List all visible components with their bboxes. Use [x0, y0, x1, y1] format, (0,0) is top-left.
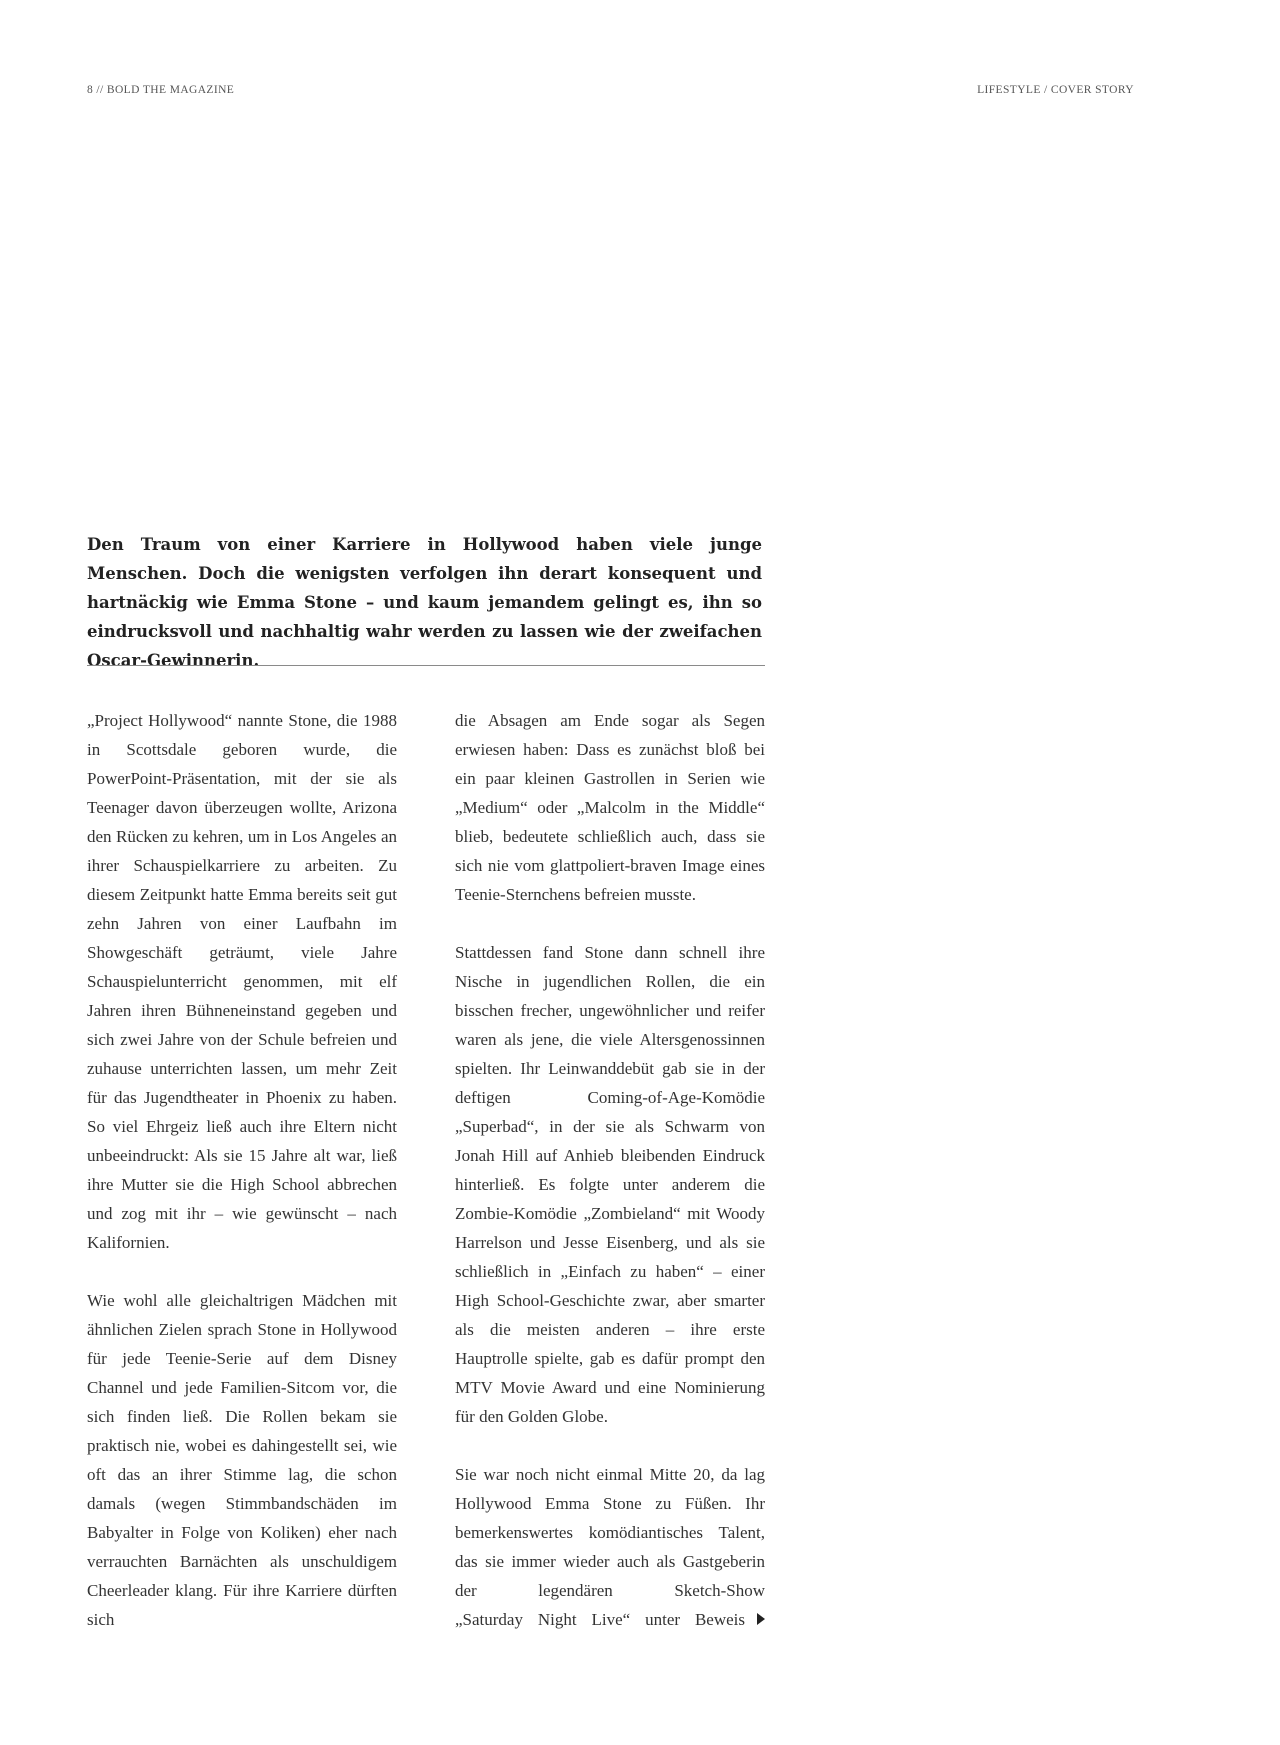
running-head-right: LIFESTYLE / COVER STORY [977, 84, 1134, 96]
article-column-left [87, 706, 397, 1634]
lead-divider [87, 665, 765, 666]
paragraph: Wie wohl alle gleichaltrigen Mädchen mit ähnlichen Zielen sprach Stone in Hollywood für jede Teenie-Serie auf dem Disney Channel und jede Familien-Sitcom vor, die sich finden ließ. Die Rollen bekam sie praktisch nie, wobei es dahingestellt sei, wie oft das an ihrer Stimme lag, die schon damals (wegen Stimmbandschäden im Babyalter in Folge von Koliken) eher nach verrauchten Barnächten als unschuldigem Cheerleader klang. Für ihre Karriere dürften sich [87, 1291, 397, 1629]
paragraph: die Absagen am Ende sogar als Segen erwiesen haben: Dass es zunächst bloß bei ein paar kleinen Gastrollen in Serien wie „Medium“ oder „Malcolm in the Middle“ blieb, bedeutete schließlich auch, dass sie sich nie vom glattpoliert-braven Image eines Teenie-Sternchens befreien musste. [455, 711, 765, 904]
triangle-right-icon [757, 1613, 765, 1625]
paragraph: Stattdessen fand Stone dann schnell ihre Nische in jugendlichen Rollen, die ein bisschen frecher, ungewöhnlicher und reifer waren als jene, die viele Altersgenossinnen spielten. Ihr Leinwanddebüt gab sie in der deftigen Coming-of-Age-Komödie „Superbad“, in der sie als Schwarm von Jonah Hill auf Anhieb bleibenden Eindruck hinterließ. Es folgte unter anderem die Zombie-Komödie „Zombieland“ mit Woody Harrelson und Jesse Eisenberg, und als sie schließlich in „Einfach zu haben“ – einer High School-Geschichte zwar, aber smarter als die meisten anderen – ihre erste Hauptrolle spielte, gab es dafür prompt den MTV Movie Award und eine Nominierung für den Golden Globe. [455, 943, 765, 1426]
paragraph-last-line [455, 1605, 765, 1634]
article-column-right [455, 706, 765, 1634]
article-lead: Den Traum von einer Karriere in Hollywood haben viele junge Menschen. Doch die wenigsten verfolgen ihn derart konsequent und hartnäckig wie Emma Stone – und kaum jemandem gelingt es, ihn so eindrucksvoll und nachhaltig wahr werden zu lassen wie der zweifachen Oscar-Gewinnerin. [87, 535, 762, 670]
paragraph: „Project Hollywood“ nannte Stone, die 1988 in Scottsdale geboren wurde, die PowerPoint-Präsentation, mit der sie als Teenager davon überzeugen wollte, Arizona den Rücken zu kehren, um in Los Angeles an ihrer Schauspielkarriere zu arbeiten. Zu diesem Zeitpunkt hatte Emma bereits seit gut zehn Jahren von einer Laufbahn im Showgeschäft geträumt, viele Jahre Schauspielunterricht genommen, mit elf Jahren ihren Bühneneinstand gegeben und sich zwei Jahre von der Schule befreien und zuhause unterrichten lassen, um mehr Zeit für das Jugendtheater in Phoenix zu haben. So viel Ehrgeiz ließ auch ihre Eltern nicht unbeeindruckt: Als sie 15 Jahre alt war, ließ ihre Mutter sie die High School abbrechen und zog mit ihr – wie gewünscht – nach Kalifornien. [87, 711, 397, 1252]
running-head-left: 8 // BOLD THE MAGAZINE [87, 84, 235, 96]
paragraph-last-line-text: „Saturday Night Live“ unter Beweis [455, 1610, 745, 1629]
paragraph [455, 1460, 765, 1634]
paragraph-text: Sie war noch nicht einmal Mitte 20, da lag Hollywood Emma Stone zu Füßen. Ihr bemerkenswertes komödiantisches Talent, das sie immer wieder auch als Gastgeberin der legendären Sketch-Show [455, 1465, 765, 1600]
